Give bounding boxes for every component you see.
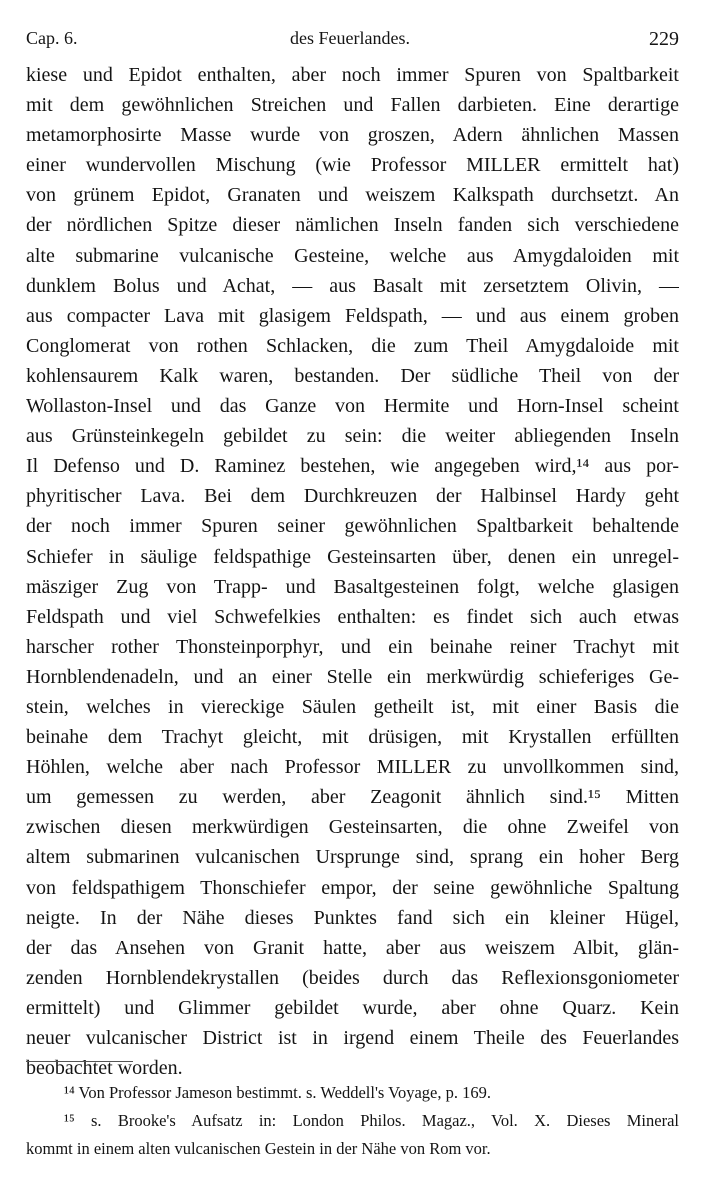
text-line: dunklem Bolus und Achat, — aus Basalt mit zersetztem Olivin, —: [26, 274, 679, 297]
text-line: stein, welches in viereckige Säulen getheilt ist, mit einer Basis die: [26, 695, 679, 718]
running-title: des Feuerlandes.: [290, 28, 410, 48]
text-line: Höhlen, welche aber nach Professor MILLER zu unvollkommen sind,: [26, 756, 679, 779]
text-line: beobachtet worden.: [26, 1057, 183, 1080]
text-line: Wollaston-Insel und das Ganze von Hermite und Horn-Insel scheint: [26, 395, 679, 418]
text-line: altem submarinen vulcanischen Ursprunge sind, sprang ein hoher Berg: [26, 846, 679, 869]
text-line: aus compacter Lava mit glasigem Feldspath, — und aus einem groben: [26, 304, 679, 327]
text-line: Schiefer in säulige feldspathige Gesteinsarten über, denen ein unregel-: [26, 545, 679, 568]
footnote-divider: [26, 1061, 133, 1062]
footnote-15-continued: kommt in einem alten vulcanischen Gestein in der Nähe von Rom vor.: [26, 1139, 491, 1158]
text-line: Il Defenso und D. Raminez bestehen, wie angegeben wird,¹⁴ aus por-: [26, 455, 679, 478]
text-line: kohlensaurem Kalk waren, bestanden. Der südliche Theil von der: [26, 364, 679, 387]
text-line: der nördlichen Spitze dieser nämlichen Inseln fanden sich verschiedene: [26, 214, 679, 237]
text-line: kiese und Epidot enthalten, aber noch immer Spuren von Spaltbarkeit: [26, 64, 679, 86]
text-line: alte submarine vulcanische Gesteine, welche aus Amygdaloiden mit: [26, 244, 679, 267]
footnote-14: ¹⁴ Von Professor Jameson bestimmt. s. Weddell's Voyage, p. 169.: [64, 1083, 491, 1102]
text-line: neigte. In der Nähe dieses Punktes fand sich ein kleiner Hügel,: [26, 906, 679, 929]
page-number: 229: [649, 28, 679, 50]
text-line: phyritischer Lava. Bei dem Durchkreuzen der Halbinsel Hardy geht: [26, 485, 679, 508]
text-line: beinahe dem Trachyt gleicht, mit drüsigen, mit Krystallen erfüllten: [26, 726, 679, 749]
text-line: harscher rother Thonsteinporphyr, und ein beinahe reiner Trachyt mit: [26, 635, 679, 658]
text-line: von feldspathigem Thonschiefer empor, der seine gewöhnliche Spaltung: [26, 876, 679, 899]
text-line: neuer vulcanischer District ist in irgend einem Theile des Feuerlandes: [26, 1027, 679, 1049]
text-line: der noch immer Spuren seiner gewöhnlichen Spaltbarkeit behaltende: [26, 515, 679, 538]
text-line: Feldspath und viel Schwefelkies enthalten: es findet sich auch etwas: [26, 605, 679, 628]
footnote-15: ¹⁵ s. Brooke's Aufsatz in: London Philos. Magaz., Vol. X. Dieses Mineral: [64, 1111, 679, 1130]
text-line: ermittelt) und Glimmer gebildet wurde, aber ohne Quarz. Kein: [26, 996, 679, 1019]
main-text: [26, 60, 679, 1083]
text-line: einer wundervollen Mischung (wie Professor MILLER ermittelt hat): [26, 154, 679, 177]
text-line: Conglomerat von rothen Schlacken, die zum Theil Amygdaloide mit: [26, 334, 679, 357]
text-line: metamorphosirte Masse wurde von groszen, Adern ähnlichen Massen: [26, 124, 679, 147]
chapter-label: Cap. 6.: [26, 28, 78, 48]
text-line: mit dem gewöhnlichen Streichen und Fallen darbieten. Eine derartige: [26, 94, 679, 117]
page-header: [26, 22, 679, 56]
text-line: zwischen diesen merkwürdigen Gesteinsarten, die ohne Zweifel von: [26, 816, 679, 839]
book-page: [26, 22, 679, 1083]
text-line: zenden Hornblendekrystallen (beides durch das Reflexionsgoniometer: [26, 966, 679, 989]
text-line: aus Grünsteinkegeln gebildet zu sein: die weiter abliegenden Inseln: [26, 425, 679, 448]
text-line: von grünem Epidot, Granaten und weiszem Kalkspath durchsetzt. An: [26, 184, 679, 207]
text-line: mäsziger Zug von Trapp- und Basaltgesteinen folgt, welche glasigen: [26, 575, 679, 598]
text-line: der das Ansehen von Granit hatte, aber aus weiszem Albit, glän-: [26, 936, 679, 959]
footnotes: [26, 1079, 679, 1163]
text-line: Hornblendenadeln, und an einer Stelle ein merkwürdig schieferiges Ge-: [26, 665, 679, 688]
text-line: um gemessen zu werden, aber Zeagonit ähnlich sind.¹⁵ Mitten: [26, 786, 679, 809]
